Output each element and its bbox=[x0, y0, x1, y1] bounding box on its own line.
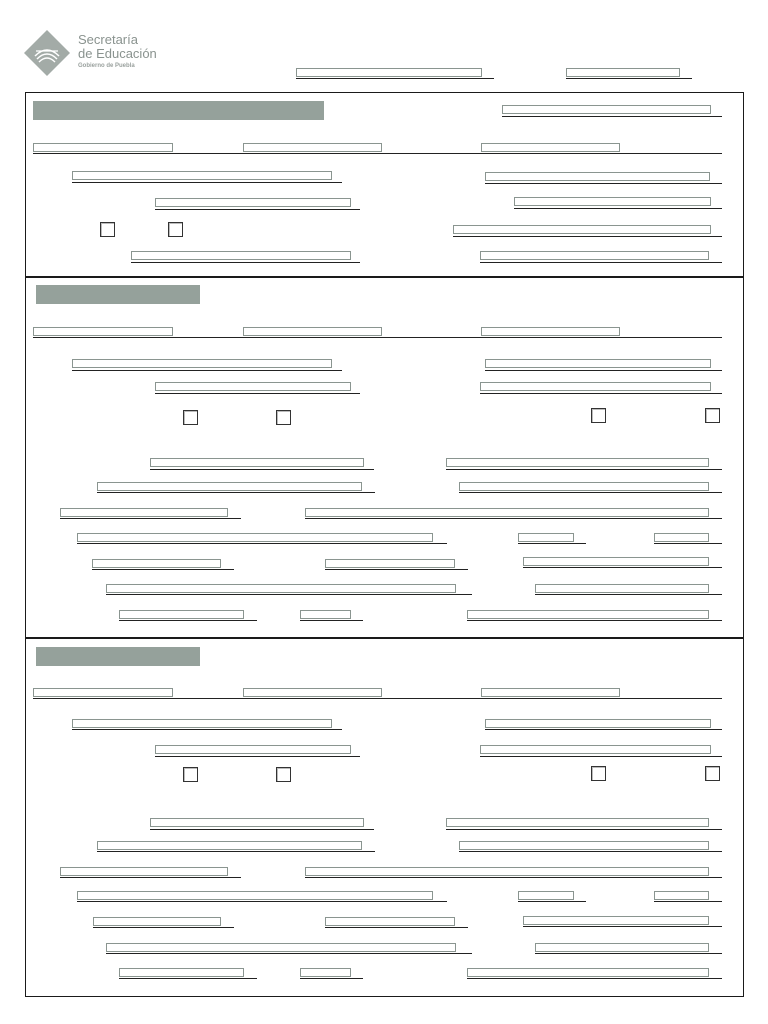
underline bbox=[459, 492, 722, 493]
field[interactable] bbox=[77, 533, 433, 542]
field[interactable] bbox=[131, 251, 351, 260]
header-field-1[interactable] bbox=[296, 68, 482, 77]
underline bbox=[155, 209, 360, 210]
field[interactable] bbox=[535, 584, 709, 593]
field[interactable] bbox=[518, 891, 574, 900]
logo-wordmark bbox=[78, 33, 157, 69]
underline bbox=[654, 901, 722, 902]
field[interactable] bbox=[72, 719, 332, 728]
underline bbox=[518, 543, 586, 544]
section-3-title-bar bbox=[36, 647, 200, 666]
underline bbox=[480, 262, 722, 263]
logo-line-2: de Educación bbox=[78, 46, 157, 61]
underline bbox=[514, 208, 722, 209]
underline bbox=[485, 729, 722, 730]
checkbox[interactable] bbox=[168, 222, 183, 237]
underline bbox=[97, 851, 375, 852]
field[interactable] bbox=[480, 745, 711, 754]
underline bbox=[485, 183, 722, 184]
field[interactable] bbox=[485, 172, 710, 181]
underline bbox=[106, 953, 472, 954]
underline bbox=[325, 569, 468, 570]
field[interactable] bbox=[467, 968, 709, 977]
field[interactable] bbox=[150, 818, 364, 827]
field[interactable] bbox=[155, 198, 351, 207]
checkbox[interactable] bbox=[705, 766, 720, 781]
field[interactable] bbox=[523, 557, 709, 566]
underline bbox=[60, 518, 241, 519]
field[interactable] bbox=[155, 745, 351, 754]
underline bbox=[60, 877, 241, 878]
underline bbox=[518, 901, 586, 902]
header-underline-1 bbox=[296, 78, 494, 79]
checkbox[interactable] bbox=[183, 410, 198, 425]
field[interactable] bbox=[60, 867, 228, 876]
checkbox[interactable] bbox=[276, 767, 291, 782]
underline bbox=[119, 620, 257, 621]
checkbox[interactable] bbox=[100, 222, 115, 237]
underline bbox=[325, 927, 468, 928]
field[interactable] bbox=[325, 559, 455, 568]
checkbox[interactable] bbox=[276, 410, 291, 425]
underline bbox=[467, 978, 722, 979]
underline bbox=[33, 337, 722, 338]
logo-line-1: Secretaría bbox=[78, 32, 138, 47]
underline bbox=[446, 469, 722, 470]
underline bbox=[523, 567, 722, 568]
underline bbox=[150, 469, 374, 470]
field[interactable] bbox=[72, 359, 332, 368]
secretaria-educacion-logo bbox=[22, 28, 72, 78]
underline bbox=[502, 116, 722, 117]
header-field-2[interactable] bbox=[566, 68, 680, 77]
underline bbox=[131, 262, 360, 263]
field[interactable] bbox=[502, 105, 711, 114]
field[interactable] bbox=[119, 968, 244, 977]
field[interactable] bbox=[106, 943, 456, 952]
underline bbox=[72, 729, 342, 730]
section-2-title-bar bbox=[36, 285, 200, 304]
underline bbox=[300, 978, 363, 979]
section-1-title-bar bbox=[33, 101, 324, 120]
field[interactable] bbox=[243, 327, 382, 336]
field[interactable] bbox=[518, 533, 574, 542]
underline bbox=[155, 756, 360, 757]
underline bbox=[155, 393, 360, 394]
field[interactable] bbox=[106, 584, 456, 593]
field[interactable] bbox=[446, 458, 709, 467]
field[interactable] bbox=[33, 327, 173, 336]
underline bbox=[446, 829, 722, 830]
field[interactable] bbox=[155, 382, 351, 391]
checkbox[interactable] bbox=[705, 408, 720, 423]
field[interactable] bbox=[150, 458, 364, 467]
underline bbox=[119, 978, 257, 979]
field[interactable] bbox=[535, 943, 709, 952]
field[interactable] bbox=[72, 171, 332, 180]
field[interactable] bbox=[654, 533, 709, 542]
underline bbox=[97, 492, 375, 493]
field[interactable] bbox=[480, 382, 711, 391]
underline bbox=[480, 756, 722, 757]
field[interactable] bbox=[305, 508, 709, 517]
underline bbox=[300, 620, 363, 621]
underline bbox=[33, 153, 722, 154]
field[interactable] bbox=[300, 968, 351, 977]
field[interactable] bbox=[485, 719, 711, 728]
field[interactable] bbox=[33, 688, 173, 697]
field[interactable] bbox=[459, 841, 709, 850]
field[interactable] bbox=[92, 559, 221, 568]
field[interactable] bbox=[481, 688, 620, 697]
underline bbox=[523, 926, 722, 927]
underline bbox=[305, 518, 722, 519]
underline bbox=[480, 393, 722, 394]
checkbox[interactable] bbox=[591, 766, 606, 781]
underline bbox=[150, 829, 374, 830]
field[interactable] bbox=[481, 327, 620, 336]
logo-line-3: Gobierno de Puebla bbox=[78, 63, 135, 69]
underline bbox=[77, 543, 447, 544]
underline bbox=[485, 370, 722, 371]
field[interactable] bbox=[60, 508, 228, 517]
field[interactable] bbox=[243, 143, 382, 152]
field[interactable] bbox=[446, 818, 709, 827]
field[interactable] bbox=[485, 359, 711, 368]
field[interactable] bbox=[514, 197, 711, 206]
field[interactable] bbox=[97, 841, 362, 850]
field[interactable] bbox=[325, 917, 455, 926]
field[interactable] bbox=[300, 610, 351, 619]
underline bbox=[33, 698, 722, 699]
underline bbox=[654, 543, 722, 544]
field[interactable] bbox=[481, 143, 620, 152]
underline bbox=[77, 901, 447, 902]
checkbox[interactable] bbox=[591, 408, 606, 423]
field[interactable] bbox=[453, 225, 711, 234]
field[interactable] bbox=[459, 482, 709, 491]
checkbox[interactable] bbox=[183, 767, 198, 782]
field[interactable] bbox=[77, 891, 433, 900]
underline bbox=[453, 236, 722, 237]
field[interactable] bbox=[467, 610, 709, 619]
field[interactable] bbox=[480, 251, 709, 260]
header-underline-2 bbox=[566, 78, 692, 79]
underline bbox=[305, 877, 722, 878]
underline bbox=[535, 953, 722, 954]
field[interactable] bbox=[523, 916, 709, 925]
underline bbox=[467, 620, 722, 621]
underline bbox=[535, 594, 722, 595]
underline bbox=[92, 569, 234, 570]
underline bbox=[106, 594, 472, 595]
underline bbox=[93, 927, 234, 928]
field[interactable] bbox=[654, 891, 709, 900]
field[interactable] bbox=[97, 482, 362, 491]
field[interactable] bbox=[119, 610, 244, 619]
field[interactable] bbox=[305, 867, 709, 876]
field[interactable] bbox=[33, 143, 173, 152]
underline bbox=[72, 370, 342, 371]
field[interactable] bbox=[243, 688, 382, 697]
field[interactable] bbox=[93, 917, 221, 926]
underline bbox=[72, 182, 342, 183]
underline bbox=[459, 851, 722, 852]
